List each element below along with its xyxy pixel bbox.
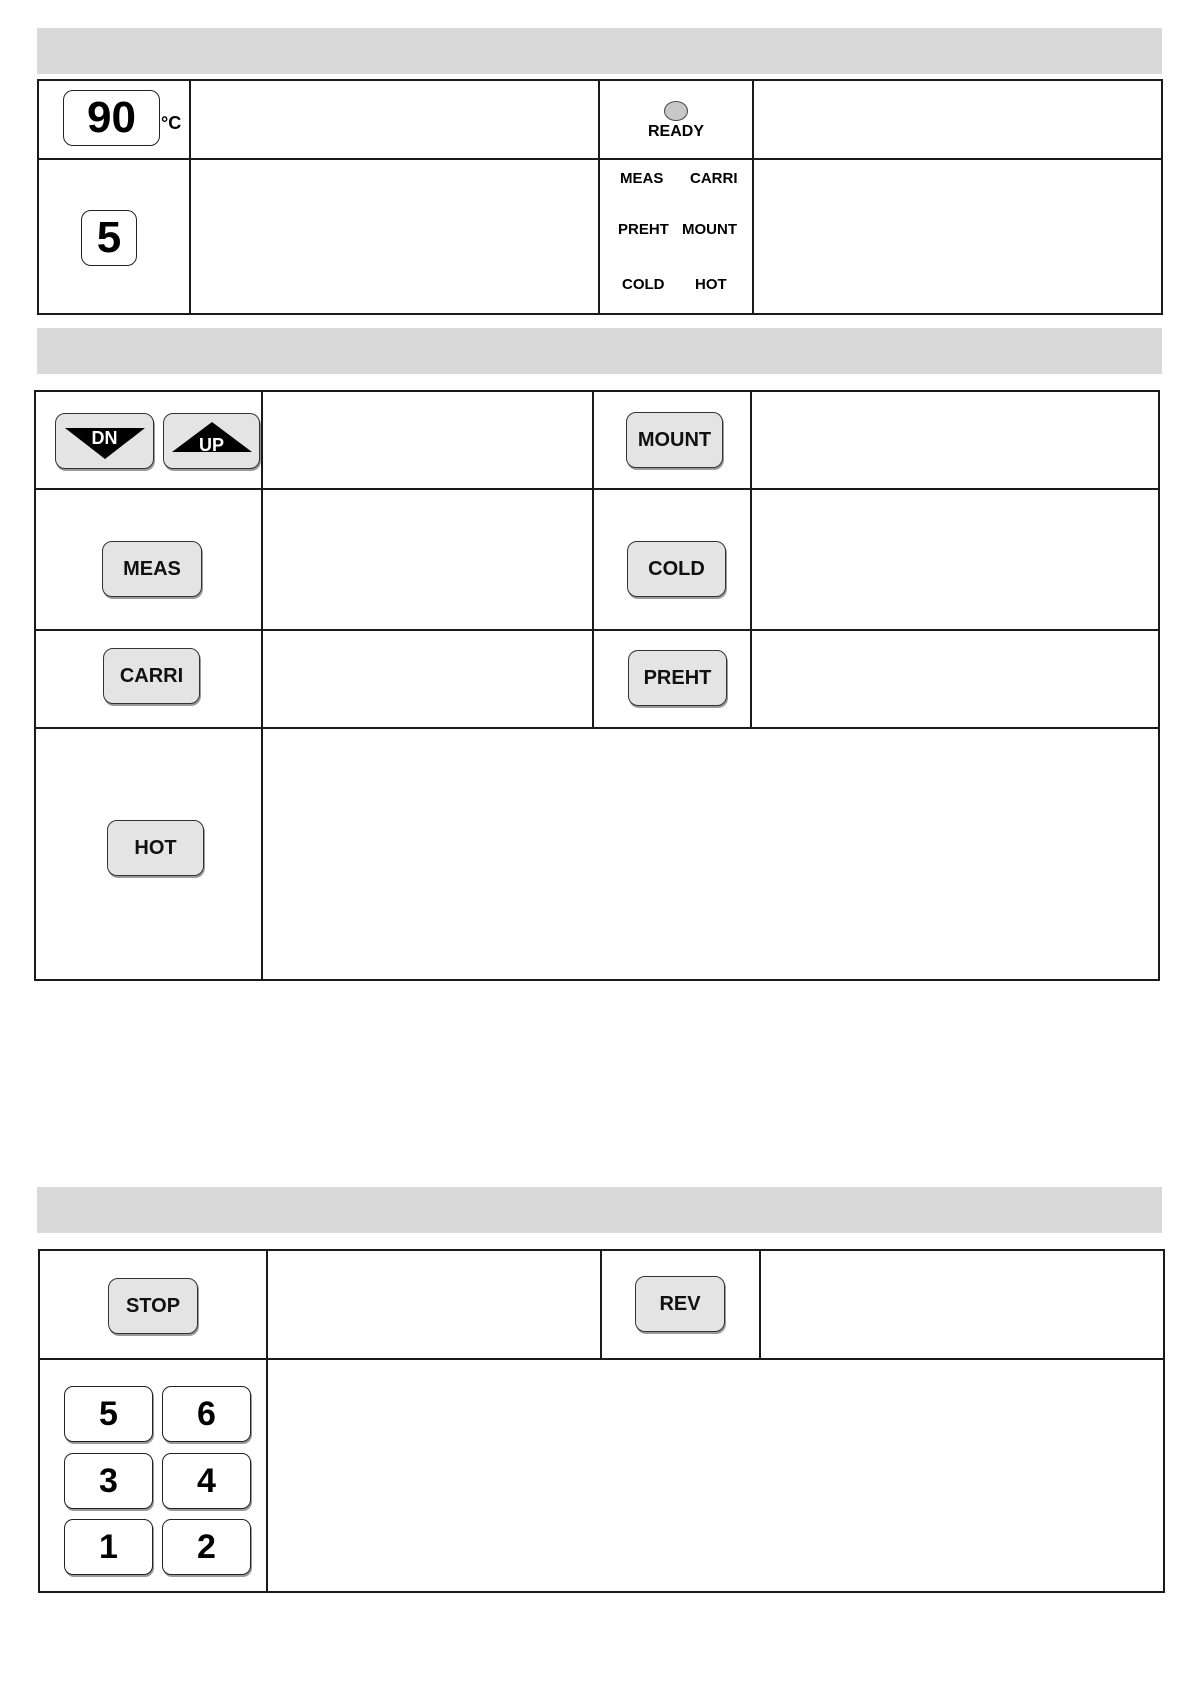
indicator-preht: PREHT (618, 221, 669, 238)
carri-button[interactable]: CARRI (103, 648, 200, 704)
number-key-5[interactable]: 5 (64, 1386, 153, 1442)
meas-description-cell (262, 489, 593, 630)
cold-key-cell (593, 489, 751, 630)
ready-indicator-cell (599, 80, 753, 159)
mount-description-cell (751, 391, 1159, 489)
dn-button[interactable] (55, 413, 154, 469)
rev-description-cell (760, 1250, 1164, 1359)
number-key-6[interactable]: 6 (162, 1386, 251, 1442)
preht-button[interactable]: PREHT (628, 650, 727, 706)
meas-key-cell (35, 489, 262, 630)
temperature-description-cell (190, 80, 599, 159)
section-header-band-displays (37, 28, 1162, 74)
cold-button[interactable]: COLD (627, 541, 726, 597)
carri-description-cell (262, 630, 593, 728)
stop-description-cell (267, 1250, 601, 1359)
indicator-hot: HOT (695, 276, 727, 293)
mount-button[interactable]: MOUNT (626, 412, 723, 468)
temperature-display: 90 (63, 90, 160, 146)
mount-key-cell (593, 391, 751, 489)
dn-up-keys-cell (35, 391, 262, 489)
rev-button[interactable]: REV (635, 1276, 725, 1332)
indicator-cold: COLD (622, 276, 665, 293)
rev-key-cell (601, 1250, 760, 1359)
display-legend-table (37, 79, 1163, 315)
meas-button[interactable]: MEAS (102, 541, 202, 597)
hot-description-cell (262, 728, 1159, 980)
up-label: UP (198, 434, 224, 455)
program-description-cell (190, 159, 599, 314)
indicator-meas: MEAS (620, 170, 664, 187)
stop-button[interactable]: STOP (108, 1278, 198, 1334)
up-button[interactable] (163, 413, 260, 469)
dn-label: DN (91, 427, 118, 448)
cold-description-cell (751, 489, 1159, 630)
indicator-carri: CARRI (690, 170, 738, 187)
number-key-3[interactable]: 3 (64, 1453, 153, 1509)
stop-key-cell (39, 1250, 267, 1359)
indicator-mount: MOUNT (682, 221, 737, 238)
number-key-1[interactable]: 1 (64, 1519, 153, 1575)
number-keys-description-cell (267, 1359, 1164, 1592)
carri-key-cell (35, 630, 262, 728)
dn-up-description-cell (262, 391, 593, 489)
temperature-display-cell (38, 80, 190, 159)
program-display: 5 (81, 210, 137, 266)
number-key-2[interactable]: 2 (162, 1519, 251, 1575)
keys-legend-table (34, 390, 1160, 981)
ready-led-icon (664, 101, 688, 121)
number-keys-cell (39, 1359, 267, 1592)
mode-description-cell (753, 159, 1162, 314)
hot-button[interactable]: HOT (107, 820, 204, 876)
preht-description-cell (751, 630, 1159, 728)
section-header-band-remote (37, 1187, 1162, 1233)
ready-label: READY (647, 123, 704, 140)
mode-indicators-cell (599, 159, 753, 314)
preht-key-cell (593, 630, 751, 728)
hot-key-cell (35, 728, 262, 980)
section-header-band-keys (37, 328, 1162, 374)
number-key-4[interactable]: 4 (162, 1453, 251, 1509)
program-display-cell (38, 159, 190, 314)
remote-legend-table (38, 1249, 1165, 1593)
ready-description-cell (753, 80, 1162, 159)
celsius-unit: °C (161, 113, 182, 133)
